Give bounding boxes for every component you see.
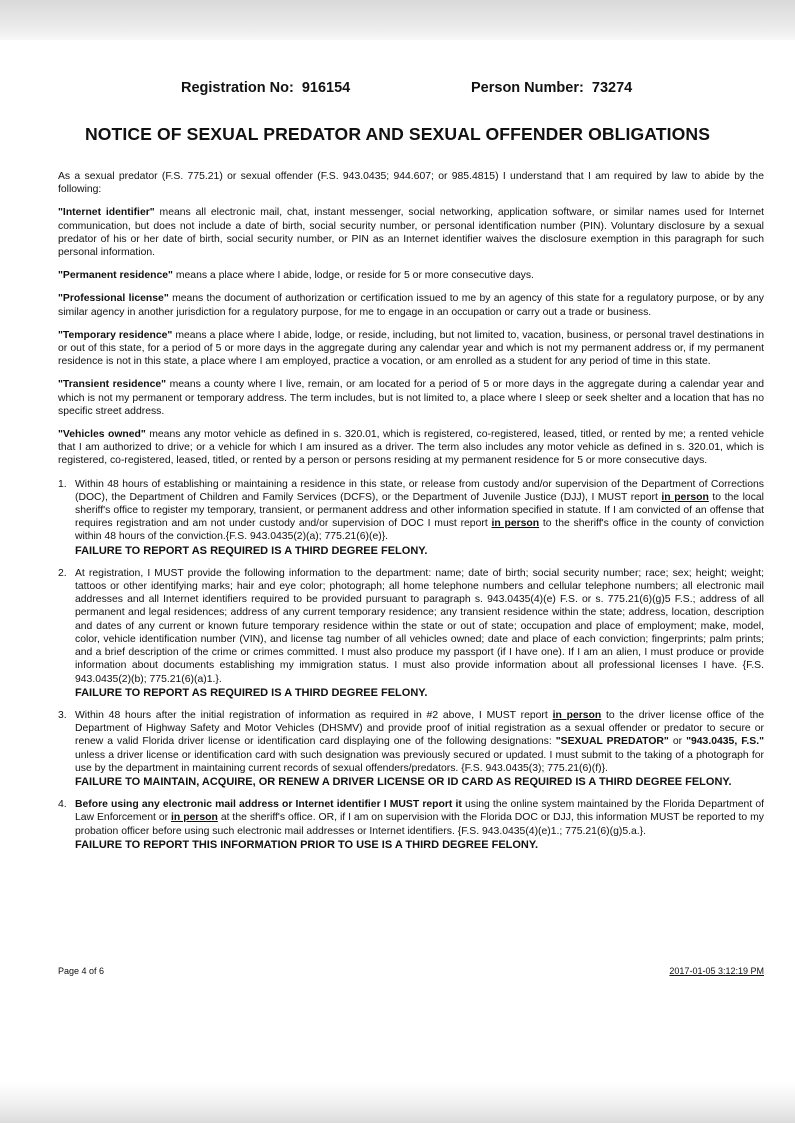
document-header — [0, 80, 795, 100]
print-timestamp: 2017-01-05 3:12:19 PM — [669, 966, 764, 976]
scan-shadow-top — [0, 0, 795, 40]
obligation-item-4: 4. Before using any electronic mail address or Internet identifier I MUST report it using the online system maintained by the Florida Department of Law Enforcement or in person at the sheriff's office. OR, if I am on supervision with the Florida DOC or DJJ, this information MUST be reported to my probation officer before using such electronic mail addresses or Internet identifiers. {F.S. 943.0435(4)(e)1.; 775.21(6)(g)5.a.}. FAILURE TO REPORT THIS INFORMATION PRIOR TO USE IS A THIRD DEGREE FELONY. — [58, 799, 764, 851]
felony-warning: FAILURE TO REPORT AS REQUIRED IS A THIRD DEGREE FELONY. — [75, 686, 428, 699]
felony-warning: FAILURE TO MAINTAIN, ACQUIRE, OR RENEW A DRIVER LICENSE OR ID CARD AS REQUIRED IS A THIRD DEGREE FELONY. — [75, 775, 732, 788]
registration-number: Registration No: 916154 — [181, 80, 351, 96]
page-number: Page 4 of 6 — [58, 966, 105, 976]
definition-professional-license: "Professional license" means the document of authorization or certification issued to me by an agency of this state for a regulatory purpose, or by any similar agency in another jurisdiction for a regulatory purpose, for me to engage in an occupation or carry out a trade or business. — [58, 293, 764, 318]
definition-transient-residence: "Transient residence" means a county where I live, remain, or am located for a period of 5 or more days in the aggregate during a calendar year and which is not my permanent or temporary address. The term includes, but is not limited to, a place where I sleep or seek shelter and a location that has no specific street address. — [58, 379, 765, 417]
felony-warning: FAILURE TO REPORT AS REQUIRED IS A THIRD DEGREE FELONY. — [75, 544, 428, 557]
obligations-list — [58, 478, 764, 852]
scan-shadow-bottom — [0, 1083, 795, 1123]
definition-temporary-residence: "Temporary residence" means a place where I abide, lodge, or reside, including, but not limited to, vacation, business, or personal travel destinations in or out of this state, for a period of 5 or more days in the aggregate during any calendar year and which is not my permanent address or, if my permanent residence is not in this state, a place where I am employed, practice a vocation, or am enrolled as a student for any period of time in this state. — [58, 329, 764, 368]
obligation-item-2: 2. At registration, I MUST provide the following information to the department: name; date of birth; social security number; race; sex; height; weight; tattoos or other identifying marks; hair and eye color; photograph; all home telephone numbers and cellular telephone numbers; all electronic mail addresses and all Internet identifiers required to be provided pursuant to paragraph s. 943.0435(4)(e) F.S. or s. 775.21(6)(g)5 F.S.; address of all permanent and legal residences; address of any current temporary residence; any transient residence within the state; address, location, description and dates of any current or known future temporary residence within the state or out of state; occupation and place of employment; make, model, color, vehicle identification number (VIN), and license tag number of all vehicles owned; date and place of each conviction; fingerprints; palm prints; and a brief description of the crime or crimes committed. I must also produce my passport (if I have one). If I am an alien, I must produce or provide information about documents establishing my immigration status. I must also provide information about all professional licenses I have. {F.S. 943.0435(2)(b); 775.21(6)(a)1.}. FAILURE TO REPORT AS REQUIRED IS A THIRD DEGREE FELONY. — [58, 567, 764, 699]
felony-warning: FAILURE TO REPORT THIS INFORMATION PRIOR TO USE IS A THIRD DEGREE FELONY. — [75, 838, 539, 851]
page-title: NOTICE OF SEXUAL PREDATOR AND SEXUAL OFFENDER OBLIGATIONS — [84, 124, 711, 144]
intro-paragraph: As a sexual predator (F.S. 775.21) or sexual offender (F.S. 943.0435; 944.607; or 985.4815) I understand that I am required by law to abide by the following: — [58, 171, 764, 196]
definition-permanent-residence: "Permanent residence" means a place where I abide, lodge, or reside for 5 or more consecutive days. — [58, 270, 534, 282]
definition-vehicles-owned: "Vehicles owned" means any motor vehicle as defined in s. 320.01, which is registered, co-registered, leased, titled, or rented by me; a rented vehicle that I am authorized to drive; or a vehicle for which I am insured as a driver. The term also includes any motor vehicle as defined in s. 320.01, which is registered, co-registered, leased, titled, or rented by a person or persons residing at my permanent residence for 5 or more consecutive days. — [58, 429, 764, 467]
person-number: Person Number: 73274 — [471, 80, 633, 96]
notice-body — [58, 170, 764, 861]
obligation-item-1: 1. Within 48 hours of establishing or maintaining a residence in this state, or release from custody and/or supervision of the Department of Corrections (DOC), the Department of Children and Family Services (DCFS), or the Department of Juvenile Justice (DJJ), I MUST report in person to the local sheriff's office to register my temporary, transient, or permanent address and other information specified in statute. If I am convicted of an offense that requires registration and am not under custody and/or supervision of DOC I must report in person to the sheriff's office in the county of conviction within 48 hours of the conviction.{F.S. 943.0435(2)(a); 775.21(6)(e)}. FAILURE TO REPORT AS REQUIRED IS A THIRD DEGREE FELONY. — [58, 478, 765, 557]
definition-internet-identifier: "Internet identifier" means all electronic mail, chat, instant messenger, social networking, application software, or similar names used for Internet communication, but does not include a date of birth, social security number, or personal identification number (PIN). Voluntary disclosure by a sexual predator of his or her date of birth, social security number, or PIN as an Internet identifier waives the disclosure exemption in this paragraph for such personal information. — [58, 207, 765, 259]
obligation-item-3: 3. Within 48 hours after the initial registration of information as required in #2 above, I MUST report in person to the driver license office of the Department of Highway Safety and Motor Vehicles (DHSMV) and provide proof of initial registration as a sexual offender or predator to secure or renew a valid Florida driver license or identification card displaying one of the following designations: "SEXUAL PREDATOR" or "943.0435, F.S." unless a driver license or identification card with such designation was previously secured or updated. I must submit to the taking of a photograph for use by the department in maintaining current records of sexual offenders/predators. {F.S. 943.0435(3); 775.21(6)(f)}. FAILURE TO MAINTAIN, ACQUIRE, OR RENEW A DRIVER LICENSE OR ID CARD AS REQUIRED IS A THIRD DEGREE FELONY. — [58, 709, 765, 788]
